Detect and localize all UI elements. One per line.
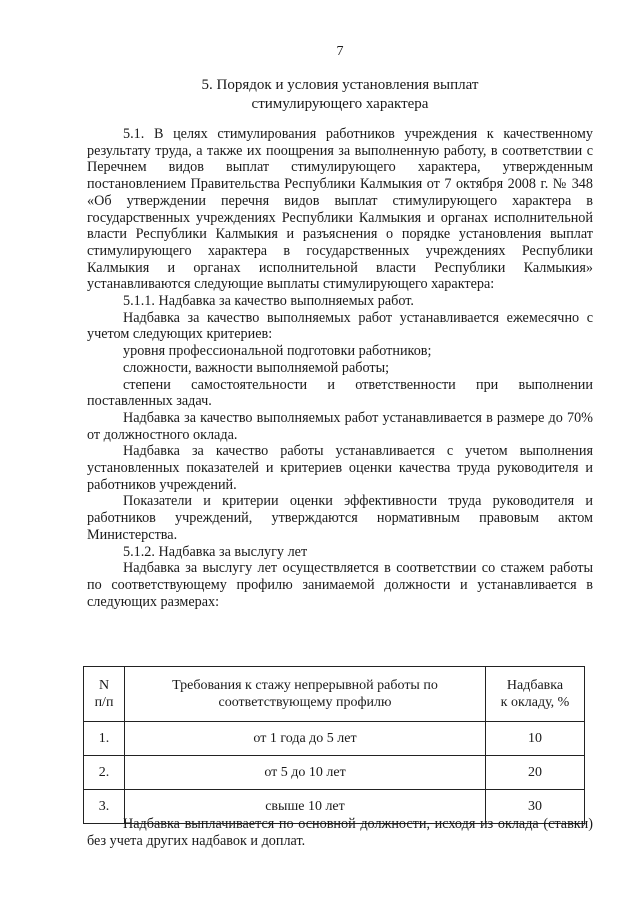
document-body [87, 126, 593, 610]
section-title [0, 76, 640, 114]
criterion-item: степени самостоятельности и ответственности при выполнении поставленных задач. [87, 376, 593, 410]
table-header-row [84, 667, 585, 722]
paragraph: Надбавка за качество выполняемых работ устанавливается в размере до 70% от должностного оклада. [87, 409, 593, 443]
paragraph-5-1-2: 5.1.2. Надбавка за выслугу лет [123, 543, 308, 560]
criterion-item: уровня профессиональной подготовки работников; [123, 343, 432, 360]
paragraph-5-1: 5.1. В целях стимулирования работников учреждения к качественному результату труда, а также их поощрения за выполненную работу, в соответствии с Перечнем видов выплат стимулирующего характера, утвержденным постановлением Правительства Республики Калмыкия от 7 октября 2008 г. № 348 «Об утверждении перечня видов выплат стимулирующего характера в государственных учреждениях Республики Калмыкия и органах исполнительной власти Республики Калмыкия и разъяснения о порядке установления выплат стимулирующего характера в государственных учреждениях Республики Калмыкия и органах исполнительной власти Республики Калмыкия» устанавливаются следующие выплаты стимулирующего характера: [87, 126, 593, 293]
header-requirement: Требования к стажу непрерывной работы по соответствующему профилю [125, 667, 486, 722]
table-row [84, 756, 585, 790]
section-title-line-1: 5. Порядок и условия установления выплат [201, 77, 479, 93]
cell-num: 2. [84, 756, 125, 790]
paragraph-5-1-1: 5.1.1. Надбавка за качество выполняемых работ. [123, 293, 414, 310]
paragraph: Показатели и критерии оценки эффективности труда руководителя и работников учреждений, утверждаются нормативным правовым актом Министерства. [87, 493, 593, 543]
closing-note [87, 816, 593, 850]
cell-requirement: свыше 10 лет [125, 790, 486, 824]
cell-num: 3. [84, 790, 125, 824]
seniority-table [83, 666, 585, 824]
page-number: 7 [336, 44, 344, 59]
paragraph: Надбавка за качество работы устанавливается с учетом выполнения установленных показателей и критериев оценки качества труда руководителя и работников учреждений. [87, 443, 593, 493]
paragraph: Надбавка за выслугу лет осуществляется в соответствии со стажем работы по соответствующему профилю занимаемой должности и устанавливается в следующих размерах: [87, 560, 593, 610]
criterion-item: сложности, важности выполняемой работы; [123, 359, 390, 376]
table-row [84, 722, 585, 756]
closing-paragraph: Надбавка выплачивается по основной должности, исходя из оклада (ставки) без учета других надбавок и доплат. [87, 816, 593, 849]
cell-num: 1. [84, 722, 125, 756]
cell-requirement: от 1 года до 5 лет [125, 722, 486, 756]
cell-percent: 10 [486, 722, 585, 756]
section-title-line-2: стимулирующего характера [251, 96, 429, 112]
paragraph: Надбавка за качество выполняемых работ устанавливается ежемесячно с учетом следующих критериев: [87, 309, 593, 343]
cell-requirement: от 5 до 10 лет [125, 756, 486, 790]
header-percent: Надбавка к окладу, % [486, 667, 585, 722]
cell-percent: 30 [486, 790, 585, 824]
cell-percent: 20 [486, 756, 585, 790]
header-num: N п/п [84, 667, 125, 722]
